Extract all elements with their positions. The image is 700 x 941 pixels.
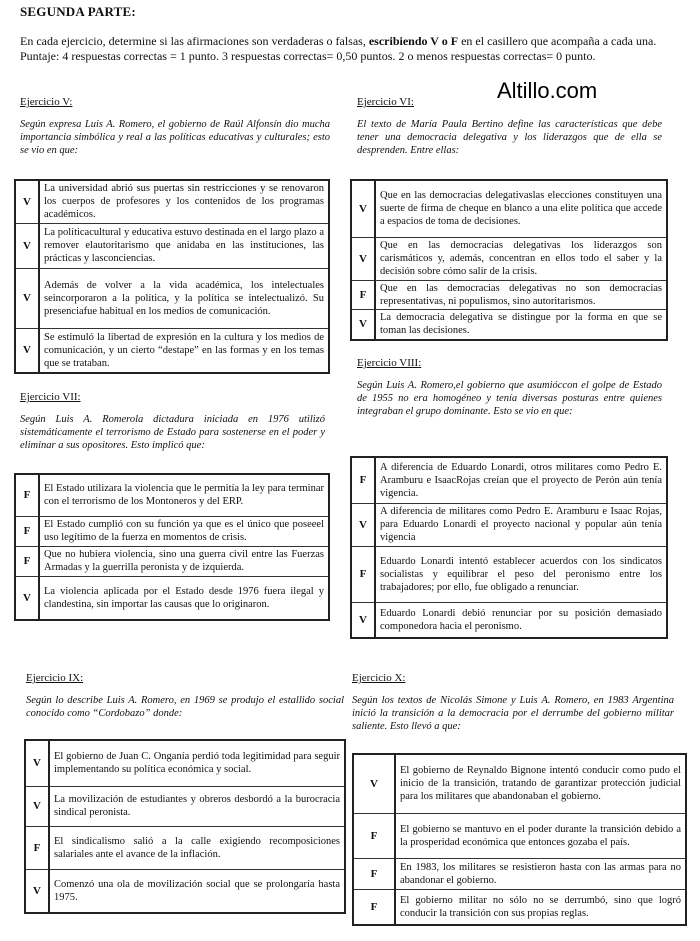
exercise-vii-title: Ejercicio VII: xyxy=(20,391,81,403)
statement-text: El Estado cumplió con su función ya que es el único que poseeel uso legítimo de la fuerza en momentos de crisis. xyxy=(39,516,329,546)
statement-text: Que no hubiera violencia, sino una guerra civil entre las Fuerzas Armadas y la guerrilla peronista y de izquierda. xyxy=(39,546,329,576)
exercise-vi xyxy=(357,96,662,157)
statement-text: Que en las democracias delegativas no son democracias representativas, ni populismos, sino autoritarismos. xyxy=(375,280,667,309)
answer-cell[interactable]: F xyxy=(25,826,49,869)
answer-cell[interactable]: V xyxy=(351,602,375,638)
exercise-v-table xyxy=(14,179,330,374)
answer-cell[interactable]: V xyxy=(25,786,49,826)
answer-cell[interactable]: V xyxy=(25,740,49,786)
table-row xyxy=(351,180,667,237)
answer-cell[interactable]: V xyxy=(15,223,39,268)
table-row xyxy=(353,754,686,813)
table-row xyxy=(15,268,329,328)
answer-cell[interactable]: V xyxy=(15,328,39,373)
exercise-v xyxy=(20,96,330,157)
statement-text: Eduardo Lonardi intentó establecer acuerdos con los sindicatos socialistas y equilibrar el peso del peronismo entre los trabajadores; por ello, fue obligado a renunciar. xyxy=(375,546,667,602)
statement-text: Además de volver a la vida académica, los intelectuales seincorporaron a la política, y la política se intelectualizó. Su presenciafue habitual en los medios de comunicación. xyxy=(39,268,329,328)
table-row xyxy=(351,237,667,280)
statement-text: El gobierno de Reynaldo Bignone intentó conducir como pudo el inicio de la transición, tratando de garantizar protección judicial para los militares que abandonaban el gobierno. xyxy=(395,754,686,813)
exercise-ix-table xyxy=(24,739,346,914)
statement-text: El gobierno de Juan C. Onganía perdió toda legitimidad para seguir implementando su política económica y social. xyxy=(49,740,345,786)
table-row xyxy=(351,457,667,503)
table-row xyxy=(15,576,329,620)
exercise-ix-title: Ejercicio IX: xyxy=(26,672,84,684)
statement-text: El gobierno militar no sólo no se derrumbó, sino que logró conducir la transición con sus propias reglas. xyxy=(395,889,686,925)
table-row xyxy=(351,280,667,309)
exercise-vii-table xyxy=(14,473,330,621)
statement-text: El Estado utilizara la violencia que le permitía la ley para terminar con el terrorismo de los Montoneros y del ERP. xyxy=(39,474,329,516)
statement-text: Que en las democracias delegativas los liderazgos son carismáticos y, además, concentran en ellos todo el saber y la decisión sobre cómo salir de la crisis. xyxy=(375,237,667,280)
exercise-ix xyxy=(26,672,344,720)
exercise-vi-title: Ejercicio VI: xyxy=(357,96,414,108)
answer-cell[interactable]: V xyxy=(351,237,375,280)
table-row xyxy=(15,516,329,546)
instructions-text-end: en el casillero que acompaña a cada una. Puntaje: 4 respuestas correctas = 1 punto. 3 respuestas correctas= 0,50 puntos. 2 o menos respuestas correctas= 0 punto. xyxy=(20,34,657,63)
table-row xyxy=(15,546,329,576)
watermark-logo: Altillo.com xyxy=(497,78,598,103)
table-row xyxy=(25,740,345,786)
instructions-text-start: En cada ejercicio, determine si las afirmaciones son verdaderas o falsas, xyxy=(20,34,369,48)
table-row xyxy=(25,869,345,913)
exercise-x-title: Ejercicio X: xyxy=(352,672,406,684)
table-row xyxy=(351,503,667,546)
exercise-v-title: Ejercicio V: xyxy=(20,96,73,108)
exercise-viii-table xyxy=(350,456,668,639)
table-row xyxy=(15,328,329,373)
instructions xyxy=(20,34,680,64)
table-row xyxy=(15,180,329,223)
table-row xyxy=(351,546,667,602)
answer-cell[interactable]: V xyxy=(15,268,39,328)
answer-cell[interactable]: V xyxy=(351,503,375,546)
exercise-ix-description: Según lo describe Luis A. Romero, en 1969 se produjo el estallido social conocido como “Cordobazo” donde: xyxy=(26,695,344,719)
statement-text: A diferencia de militares como Pedro E. Aramburu e Isaac Rojas, para Eduardo Lonardi el proyecto nacional y popular aún tenía vigencia xyxy=(375,503,667,546)
statement-text: La democracia delegativa se distingue por la forma en que se toman las decisiones. xyxy=(375,309,667,340)
answer-cell[interactable]: F xyxy=(351,457,375,503)
statement-text: Que en las democracias delegativaslas elecciones constituyen una suerte de firma de cheque en blanco a una elite política que accede a espacios de toma de decisiones. xyxy=(375,180,667,237)
statement-text: El sindicalismo salió a la calle exigiendo recomposiciones salariales ante el avance de la inflación. xyxy=(49,826,345,869)
exercise-vii xyxy=(20,391,325,452)
answer-cell[interactable]: V xyxy=(25,869,49,913)
statement-text: Eduardo Lonardi debió renunciar por su posición demasiado componedora hacia el peronismo. xyxy=(375,602,667,638)
table-row xyxy=(15,223,329,268)
statement-text: Se estimuló la libertad de expresión en la cultura y los medios de comunicación, y un cierto “destape” en las formas y en los temas que se trataban. xyxy=(39,328,329,373)
statement-text: La políticacultural y educativa estuvo destinada en el largo plazo a remover elautoritarismo que anidaba en las instituciones, las prácticas y lasconciencias. xyxy=(39,223,329,268)
exercise-viii-title: Ejercicio VIII: xyxy=(357,357,422,369)
answer-cell[interactable]: V xyxy=(351,180,375,237)
statement-text: A diferencia de Eduardo Lonardi, otros militares como Pedro E. Aramburu e IsaacRojas creían que el proyecto de Perón aún tenía vigencia. xyxy=(375,457,667,503)
statement-text: La movilización de estudiantes y obreros desbordó a la burocracia sindical peronista. xyxy=(49,786,345,826)
statement-text: Comenzó una ola de movilización social que se prolongaría hasta 1975. xyxy=(49,869,345,913)
answer-cell[interactable]: F xyxy=(351,280,375,309)
exercise-x-description: Según los textos de Nicolás Simone y Luis A. Romero, en 1983 Argentina inició la transición a la democracia por el derrumbe del gobierno militar saliente. Esto llevó a que: xyxy=(352,695,674,732)
answer-cell[interactable]: V xyxy=(15,576,39,620)
section-title: SEGUNDA PARTE: xyxy=(20,4,136,19)
answer-cell[interactable]: V xyxy=(15,180,39,223)
table-row xyxy=(353,813,686,858)
answer-cell[interactable]: F xyxy=(351,546,375,602)
exercise-x-table xyxy=(352,753,687,926)
instructions-bold: escribiendo V o F xyxy=(368,34,459,48)
exercise-viii-description: Según Luis A. Romero,el gobierno que asumióccon el golpe de Estado de 1955 no era homogéneo y tenía diversas posturas entre quienes integraban el grupo dominante. Esto se vio en que: xyxy=(357,380,662,417)
exercise-vi-table xyxy=(350,179,668,341)
statement-text: La violencia aplicada por el Estado desde 1976 fuera ilegal y clandestina, sin importar las causas que lo originaron. xyxy=(39,576,329,620)
table-row xyxy=(15,474,329,516)
statement-text: En 1983, los militares se resistieron hasta con las armas para no abandonar el gobierno. xyxy=(395,858,686,889)
answer-cell[interactable]: F xyxy=(353,889,395,925)
exercise-vii-description: Según Luis A. Romerola dictadura iniciada en 1976 utilizó sistemáticamente el terrorismo de Estado para sostenerse en el poder y eliminar a sus opositores. Esto implicó que: xyxy=(20,414,325,451)
statement-text: La universidad abrió sus puertas sin restricciones y se renovaron los cuerpos de profesores y los contenidos de los programas académicos. xyxy=(39,180,329,223)
table-row xyxy=(351,309,667,340)
answer-cell[interactable]: F xyxy=(15,516,39,546)
answer-cell[interactable]: V xyxy=(351,309,375,340)
answer-cell[interactable]: F xyxy=(15,546,39,576)
answer-cell[interactable]: V xyxy=(353,754,395,813)
table-row xyxy=(25,826,345,869)
table-row xyxy=(25,786,345,826)
table-row xyxy=(351,602,667,638)
exercise-vi-description: El texto de María Paula Bertino define las características que debe tener una democracia delegativa y los liderazgos que de ella se desprenden. Entre ellas: xyxy=(357,119,662,156)
answer-cell[interactable]: F xyxy=(353,858,395,889)
statement-text: El gobierno se mantuvo en el poder durante la transición debido a la prosperidad económica que entonces gozaba el país. xyxy=(395,813,686,858)
exercise-v-description: Según expresa Luis A. Romero, el gobierno de Raúl Alfonsín dio mucha importancia simbólica y real a las políticas educativas y culturales; esto se vio en que: xyxy=(20,119,330,156)
answer-cell[interactable]: F xyxy=(353,813,395,858)
exercise-x xyxy=(352,672,674,733)
answer-cell[interactable]: F xyxy=(15,474,39,516)
table-row xyxy=(353,858,686,889)
table-row xyxy=(353,889,686,925)
exercise-viii xyxy=(357,357,662,418)
